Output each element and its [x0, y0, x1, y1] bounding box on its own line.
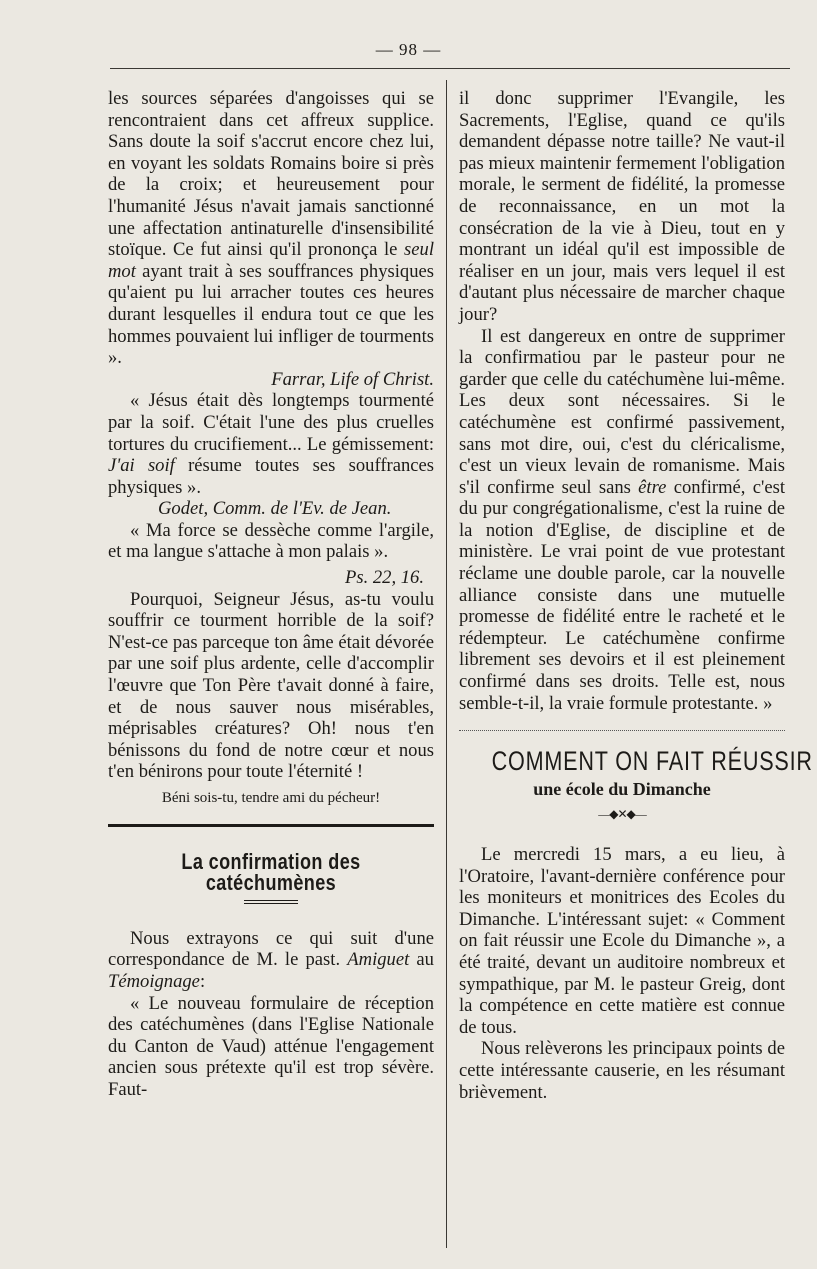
right-paragraph-3: Le mercredi 15 mars, a eu lieu, à l'Oratoire, l'avant-dernière conférence pour les moniteurs et monitrices des Ecoles du Dimanche. L'intéressant sujet: « Comment on fait réussir une Ecole du Dimanche », a été traité, devant un auditoire nombreux et sympathique, par M. le pasteur Greig, dont la compétence en cette matière est connue de tous. — [459, 844, 785, 1038]
right-paragraph-2: Il est dangereux en ontre de supprimer la confirmatiou par le pasteur pour ne garder que celle du catéchumène lui-même. Les deux sont nécessaires. Si le catéchumène est confirmé passivement, sans mot dire, oui, c'est du cléricalisme, c'est un vieux levain de romanisme. Mais s'il confirme seul sans être confirmé, c'est du pur congrégationalisme, c'est la ruine de la notion d'Eglise, de discipline et de ministère. Le vrai point de vue protestant réclame une double parole, car la nouvelle alliance consiste dans une mutuelle promesse de fidélité entre le racheté et le rédempteur. Le catéchumène confirme librement ses devoirs et il est pleinement confirmé dans ses droits. Telle est, nous semble-t-il, la vraie formule protestante. » — [459, 325, 785, 714]
title-ornament-bar — [244, 900, 298, 906]
section-rule — [459, 730, 785, 731]
left-paragraph-2: « Jésus était dès longtemps tourmenté par la soif. C'était l'une des plus cruelles tortures du crucifiement... Le gémissement: J'ai soif résume toutes ses souffrances physiques ». — [108, 390, 434, 498]
section-rule — [108, 824, 434, 827]
left-paragraph-1: les sources séparées d'angoisses qui se rencontraient dans cet affreux supplice. Sans doute la soif s'accrut encore chez lui, en voyant les soldats Romains boire si près de la croix; et heureusement pour l'humanité Jésus n'avait jamais sanctionné une affectation antinaturelle d'insensibilité stoïque. Ce fut ainsi qu'il prononça le seul mot ayant trait à ses souffrances physiques qu'aient pu lui arracher toutes ces heures durant lesquelles il endura tout ce que les hommes pouvaient lui infliger de tourments ». — [108, 88, 434, 369]
right-paragraph-4: Nous relèverons les principaux points de cette intéressante causerie, en les résumant brièvement. — [459, 1038, 785, 1103]
ornament: —◆✕◆— — [598, 807, 646, 822]
header-rule — [110, 68, 790, 69]
section-title-comment: COMMENT ON FAIT RÉUSSIR — [491, 746, 813, 777]
right-paragraph-1: il donc supprimer l'Evangile, les Sacrements, l'Eglise, quand ce qu'ils demandent dépasse notre taille? Ne vaut-il pas mieux maintenir fermement l'obligation morale, le serment de fidélité, la promesse de reconnaissance, en un mot la consécration de la vie à Dieu, tout en y montrant un idéal qu'il est impossible de réaliser en un jour, mais vers lequel il est d'autant plus nécessaire de marcher chaque jour? — [459, 88, 785, 325]
closing-line: Béni sois-tu, tendre ami du pécheur! — [161, 790, 381, 806]
left-paragraph-3: « Ma force se dessèche comme l'argile, et ma langue s'attache à mon palais ». — [108, 519, 434, 563]
emphasis: seul mot — [108, 239, 434, 282]
left-paragraph-6: « Le nouveau formulaire de réception des catéchumènes (dans l'Eglise Nationale du Canton de Vaud) atténue l'engagement ancien sous prétexte qu'il est trop sévère. Faut- — [108, 992, 434, 1100]
page-number: — 98 — — [375, 40, 442, 59]
column-divider — [446, 80, 447, 1248]
emphasis: être — [638, 476, 667, 498]
right-column — [459, 88, 813, 1103]
attribution-farrar: Farrar, Life of Christ. — [271, 368, 434, 390]
section-title-confirmation: La confirmation des catéchumènes — [181, 848, 361, 896]
attribution-godet: Godet, Comm. de l'Ev. de Jean. — [158, 498, 392, 520]
left-paragraph-4: Pourquoi, Seigneur Jésus, as-tu voulu souffrir ce tourment horrible de la soif? N'est-ce pas parceque ton âme était dévorée par une soif plus ardente, celle d'accomplir l'œuvre que Ton Père t'avait donné à faire, et de nous sauver nous misérables, méprisables créatures? Oh! nous t'en bénissons du fond de notre cœur et nous t'en bénirons pour toute l'éternité ! — [108, 588, 434, 783]
emphasis: J'ai soif — [108, 455, 175, 477]
attribution-psalm: Ps. 22, 16. — [344, 567, 424, 589]
left-column — [108, 88, 434, 1101]
left-paragraph-5: Nous extrayons ce qui suit d'une correspondance de M. le past. Amiguet au Témoignage: — [108, 927, 434, 992]
section-subtitle: une école du Dimanche — [533, 778, 711, 799]
